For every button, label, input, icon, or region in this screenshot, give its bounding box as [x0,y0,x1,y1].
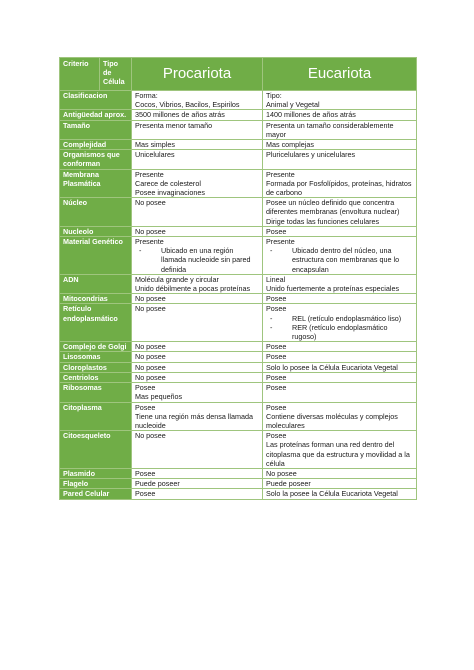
cell-line: No posee [135,304,166,314]
procariota-cell [132,140,263,150]
cell-line: Posee [135,383,156,393]
cell-line: No posee [266,468,297,478]
cell-line: Puede poseer [135,479,180,489]
procariota-cell [132,237,263,275]
eucariota-cell [263,304,417,342]
bullet-text: - Ubicado en una región llamada nucleoide sin pared definida [161,246,251,274]
eucariota-cell [263,362,417,372]
procariota-cell [132,150,263,169]
procariota-cell [132,479,263,489]
table-row [60,91,417,110]
header-tipo-celula: Tipo de Célula [100,58,132,91]
cell-line: Solo lo posee la Célula Eucariota Vegetal [266,362,398,372]
cell-line: Tiene una región más densa llamada nucleoide [135,411,254,430]
cell-line: 1400 millones de años atrás [266,110,356,120]
header-procariota: Procariota [132,58,263,91]
cell-line: No posee [135,352,166,362]
bullet-text: - RER (retículo endoplasmático rugoso) [292,322,388,342]
eucariota-cell [263,342,417,352]
eucariota-cell [263,402,417,431]
table-row [60,342,417,352]
bullet-item [266,323,413,341]
cell-line: Presente [135,169,164,179]
table-row [60,110,417,120]
criterion-cell: Cloroplastos [60,362,132,372]
cell-line: Cocos, Vibrios, Bacilos, Espirilos [135,100,240,110]
cell-line: Las proteínas forman una red dentro del citoplasma que da estructura y movilidad a la célula [266,440,410,468]
cell-line: Unicelulares [135,150,175,160]
table-row [60,489,417,499]
cell-line: Posee [135,468,156,478]
header-criterio: Criterio [60,58,100,91]
procariota-cell [132,110,263,120]
cell-line: Presenta menor tamaño [135,120,213,130]
criterion-cell: Retículo endoplasmático [60,304,132,342]
table-row [60,237,417,275]
table-row [60,150,417,169]
procariota-cell [132,304,263,342]
cell-line: Posee [266,372,287,382]
eucariota-cell [263,479,417,489]
cell-line: Lineal [266,274,286,284]
bullet-item [135,246,259,274]
cell-line: Molécula grande y circular [135,274,219,284]
cell-line: No posee [135,362,166,372]
cell-line: Solo la posee la Célula Eucariota Vegetal [266,489,398,499]
procariota-cell [132,120,263,139]
procariota-cell [132,169,263,198]
cell-line: Posee [135,402,156,412]
eucariota-cell [263,140,417,150]
cell-line: Puede poseer [266,479,311,489]
criterion-cell: Tamaño [60,120,132,139]
criterion-cell: Citoplasma [60,402,132,431]
cell-line: 3500 millones de años atrás [135,110,225,120]
eucariota-cell [263,120,417,139]
cell-line: Posee [266,383,287,393]
table-row [60,294,417,304]
criterion-cell: Mitocondrias [60,294,132,304]
procariota-cell [132,489,263,499]
eucariota-cell [263,431,417,469]
cell-line: Contiene diversas moléculas y complejos moleculares [266,411,398,430]
table-row [60,383,417,402]
cell-line: Forma: [135,91,158,100]
table-row [60,468,417,478]
criterion-cell: ADN [60,274,132,293]
cell-line: No posee [135,431,166,441]
eucariota-cell [263,91,417,110]
table-row [60,226,417,236]
eucariota-cell [263,372,417,382]
table-row [60,362,417,372]
cell-line: Posee [266,226,287,236]
criterion-cell: Clasificacion [60,91,132,110]
procariota-cell [132,226,263,236]
procariota-cell [132,274,263,293]
criterion-cell: Organismos que conforman [60,150,132,169]
bullet-item [266,314,413,323]
procariota-cell [132,342,263,352]
table-row [60,274,417,293]
cell-line: Posee [266,431,287,441]
cell-line: Unido débilmente a pocas proteínas [135,284,251,294]
cell-line: Posee [266,342,287,352]
criterion-cell: Centriolos [60,372,132,382]
eucariota-cell [263,274,417,293]
table-row [60,169,417,198]
criterion-cell: Complejidad [60,140,132,150]
eucariota-cell [263,294,417,304]
procariota-cell [132,362,263,372]
criterion-cell: Flagelo [60,479,132,489]
cell-line: Posee [135,489,156,499]
procariota-cell [132,198,263,227]
table-row [60,120,417,139]
cell-line: No posee [135,372,166,382]
header-row [60,58,417,91]
procariota-cell [132,431,263,469]
cell-line: Presente [266,169,295,179]
cell-line: Posee invaginaciones [135,188,205,198]
cell-line: Mas complejas [266,140,314,150]
table-row [60,140,417,150]
eucariota-cell [263,237,417,275]
cell-line: Posee [266,304,287,314]
criterion-cell: Material Genético [60,237,132,275]
eucariota-cell [263,489,417,499]
criterion-cell: Membrana Plasmática [60,169,132,198]
procariota-cell [132,383,263,402]
eucariota-cell [263,110,417,120]
criterion-cell: Complejo de Golgi [60,342,132,352]
cell-line: Carece de colesterol [135,178,201,188]
eucariota-cell [263,169,417,198]
criterion-cell: Citoesqueleto [60,431,132,469]
cell-line: Mas simples [135,140,175,150]
cell-line: Animal y Vegetal [266,100,320,110]
comparison-table [59,57,417,500]
procariota-cell [132,294,263,304]
cell-line: Posee [266,402,287,412]
cell-line: No posee [135,342,166,352]
cell-line: No posee [135,226,166,236]
table-row [60,198,417,227]
bullet-item [266,246,413,274]
cell-line: Presente [266,237,295,247]
criterion-cell: Plasmido [60,468,132,478]
table-row [60,372,417,382]
procariota-cell [132,402,263,431]
criterion-cell: Núcleo [60,198,132,227]
eucariota-cell [263,150,417,169]
cell-line: Presente [135,237,164,247]
criterion-cell: Ribosomas [60,383,132,402]
cell-line: Dirige todas las funciones celulares [266,216,380,226]
criterion-cell: Lisosomas [60,352,132,362]
procariota-cell [132,372,263,382]
table-row [60,352,417,362]
eucariota-cell [263,226,417,236]
header-eucariota: Eucariota [263,58,417,91]
table-row [60,304,417,342]
eucariota-cell [263,352,417,362]
criterion-cell: Antigüedad aprox. [60,110,132,120]
criterion-cell: Pared Celular [60,489,132,499]
cell-line: No posee [135,198,166,208]
table-row [60,402,417,431]
bullet-text: - Ubicado dentro del núcleo, una estructura con membranas que lo encapsulan [292,246,400,274]
cell-line: Mas pequeños [135,392,183,402]
cell-line: Posee [266,294,287,304]
cell-line: Presenta un tamaño considerablemente mayor [266,120,394,139]
procariota-cell [132,468,263,478]
eucariota-cell [263,468,417,478]
cell-line: Posee un núcleo definido que concentra diferentes membranas (envoltura nuclear) [266,198,400,217]
cell-line: Pluricelulares y unicelulares [266,150,356,160]
procariota-cell [132,352,263,362]
cell-line: Posee [266,352,287,362]
eucariota-cell [263,198,417,227]
eucariota-cell [263,383,417,402]
table-row [60,479,417,489]
cell-line: Tipo: [266,91,282,100]
cell-line: Unido fuertemente a proteínas especiales [266,284,400,294]
criterion-cell: Nucleolo [60,226,132,236]
procariota-cell [132,91,263,110]
bullet-text: - REL (retículo endoplasmático liso) [292,313,402,323]
cell-line: Formada por Fosfolípidos, proteínas, hidratos de carbono [266,178,412,198]
cell-line: No posee [135,294,166,304]
table-row [60,431,417,469]
